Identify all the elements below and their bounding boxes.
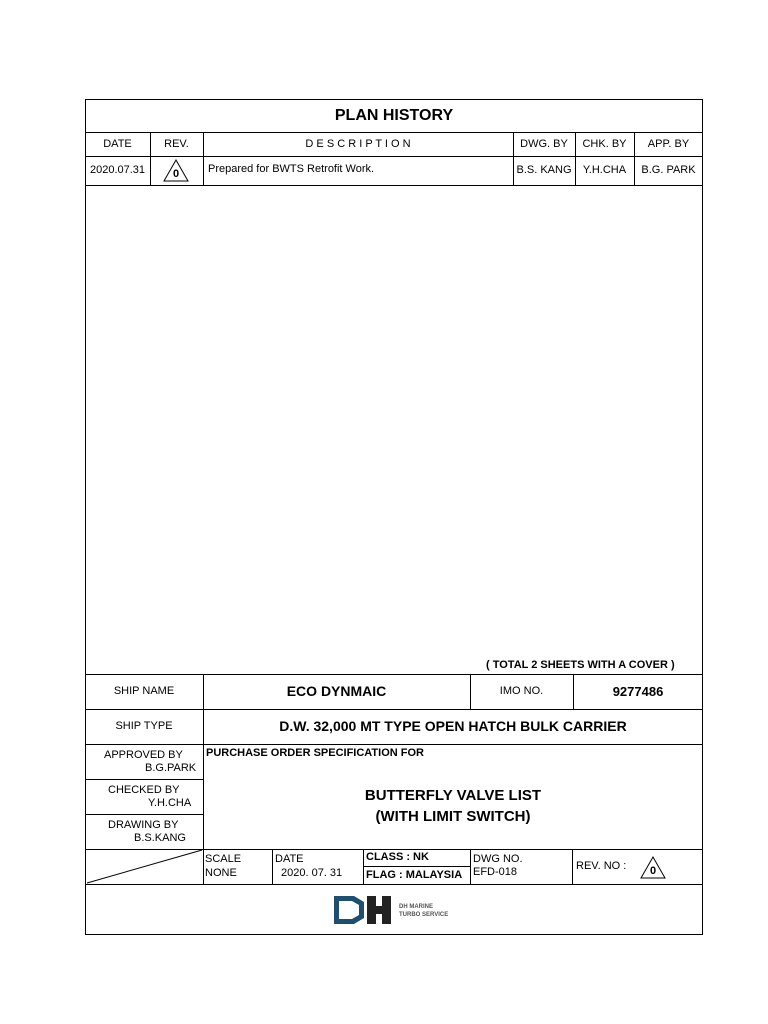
ship-name: ECO DYNMAIC bbox=[286, 683, 387, 699]
divider bbox=[85, 156, 703, 157]
rev-no-value: 0 bbox=[649, 865, 657, 877]
rev-no-label: REV. NO : bbox=[576, 860, 627, 872]
revision-triangle-icon bbox=[162, 158, 190, 183]
flag-value: FLAG : MALAYSIA bbox=[366, 869, 463, 881]
divider bbox=[572, 849, 573, 884]
header-description: D E S C R I P T I O N bbox=[305, 138, 411, 150]
drawing-by-name: B.S.KANG bbox=[134, 832, 186, 844]
divider bbox=[363, 866, 470, 867]
divider bbox=[85, 674, 703, 675]
row-date: 2020.07.31 bbox=[89, 164, 146, 176]
divider bbox=[85, 709, 703, 710]
row-dwg-by: B.S. KANG bbox=[516, 164, 572, 176]
scale-value: NONE bbox=[205, 867, 237, 879]
document-title-line1: BUTTERFLY VALVE LIST bbox=[364, 787, 542, 804]
divider bbox=[85, 132, 703, 133]
dwg-no-label: DWG NO. bbox=[473, 853, 523, 865]
imo-number: 9277486 bbox=[612, 684, 664, 699]
row-chk-by: Y.H.CHA bbox=[582, 164, 627, 176]
row-rev: 0 bbox=[172, 168, 180, 180]
class-value: CLASS : NK bbox=[366, 851, 429, 863]
approved-by-name: B.G.PARK bbox=[145, 762, 197, 774]
drawing-by-label: DRAWING BY bbox=[108, 819, 179, 831]
total-sheets-note: ( TOTAL 2 SHEETS WITH A COVER ) bbox=[486, 659, 675, 671]
revision-triangle-icon bbox=[639, 855, 667, 880]
divider bbox=[85, 884, 703, 885]
header-chk-by: CHK. BY bbox=[582, 138, 627, 150]
divider bbox=[363, 849, 364, 884]
ship-name-label: SHIP NAME bbox=[113, 685, 175, 697]
divider bbox=[85, 814, 203, 815]
approved-by-label: APPROVED BY bbox=[104, 749, 183, 761]
company-logo bbox=[332, 894, 472, 926]
header-app-by: APP. BY bbox=[647, 138, 690, 150]
document-title-line2: (WITH LIMIT SWITCH) bbox=[375, 808, 531, 825]
divider bbox=[272, 849, 273, 884]
row-description: Prepared for BWTS Retrofit Work. bbox=[208, 163, 375, 175]
logo-text-line1: DH MARINE bbox=[399, 904, 433, 910]
divider bbox=[203, 674, 204, 884]
divider bbox=[85, 185, 703, 186]
dh-logo-icon bbox=[332, 894, 394, 926]
dwg-no-value: EFD-018 bbox=[473, 866, 518, 878]
diagonal-slash bbox=[85, 849, 203, 884]
plan-history-title: PLAN HISTORY bbox=[334, 107, 454, 124]
ship-type-label: SHIP TYPE bbox=[115, 720, 173, 732]
date-value: 2020. 07. 31 bbox=[281, 867, 343, 879]
logo-text-line2: TURBO SERVICE bbox=[399, 912, 449, 918]
checked-by-name: Y.H.CHA bbox=[148, 797, 192, 809]
ship-type: D.W. 32,000 MT TYPE OPEN HATCH BULK CARRIER bbox=[279, 718, 627, 734]
divider bbox=[85, 744, 703, 745]
scale-label: SCALE bbox=[205, 853, 242, 865]
header-rev: REV. bbox=[164, 138, 189, 150]
date-label: DATE bbox=[275, 853, 304, 865]
header-date: DATE bbox=[103, 138, 132, 150]
header-dwg-by: DWG. BY bbox=[520, 138, 568, 150]
row-app-by: B.G. PARK bbox=[641, 164, 696, 176]
checked-by-label: CHECKED BY bbox=[108, 784, 180, 796]
divider bbox=[470, 849, 471, 884]
po-spec-label: PURCHASE ORDER SPECIFICATION FOR bbox=[206, 747, 424, 759]
imo-label: IMO NO. bbox=[499, 685, 544, 697]
divider bbox=[85, 779, 203, 780]
